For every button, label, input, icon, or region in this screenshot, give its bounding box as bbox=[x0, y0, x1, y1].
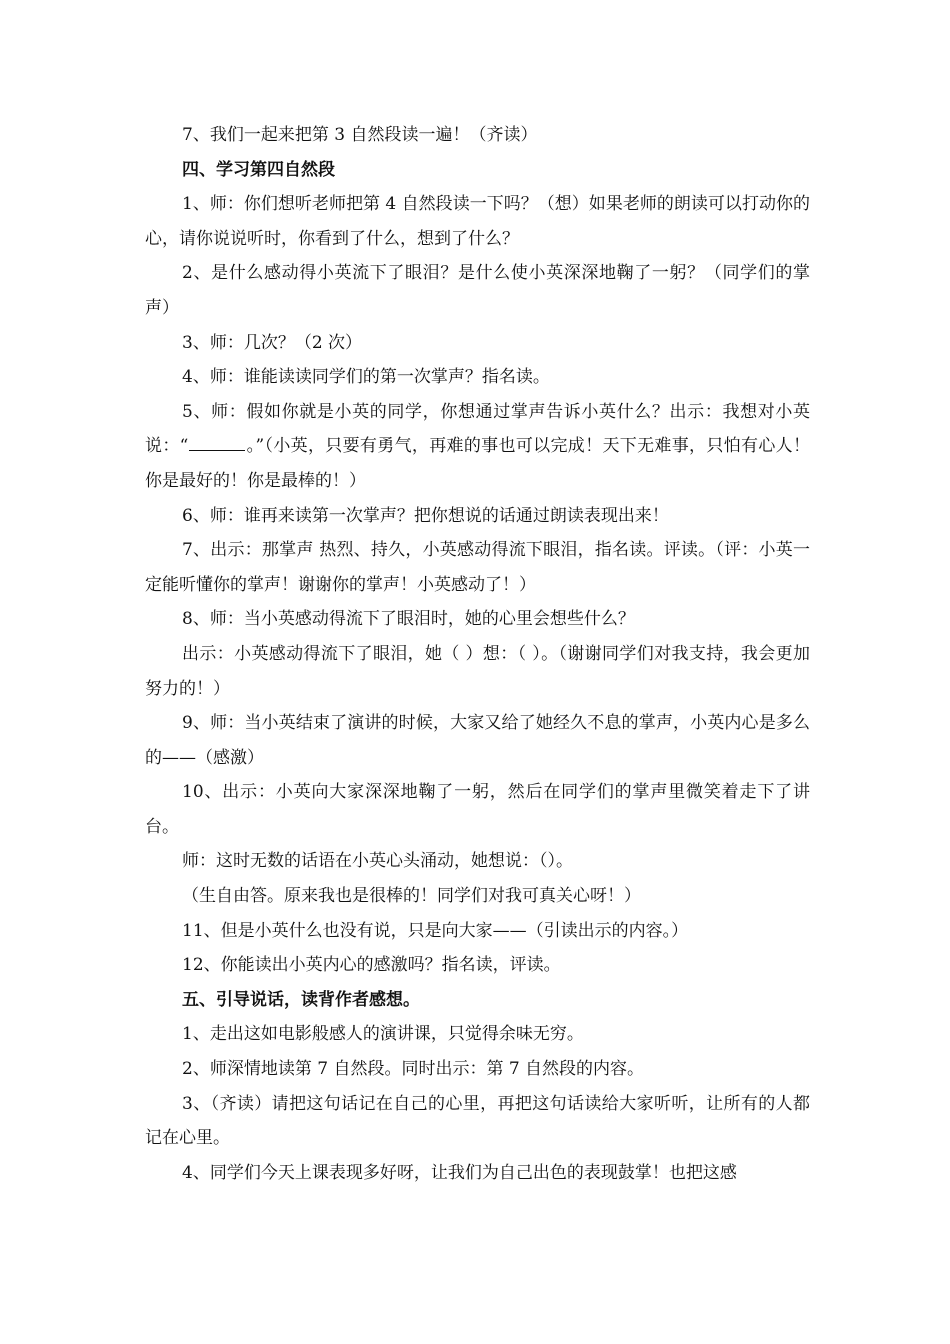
paragraph-step-7-read: 7、我们一起来把第 3 自然段读一遍！（齐读） bbox=[182, 125, 538, 145]
paragraph-tell-xiaoying bbox=[145, 395, 810, 499]
paragraph-applaud-self: 4、同学们今天上课表现多好呀，让我们为自己出色的表现鼓掌！也把这感 bbox=[182, 1162, 737, 1183]
section-heading-4: 四、学习第四自然段 bbox=[182, 159, 335, 180]
document-page bbox=[145, 118, 810, 1190]
paragraph-countless-words: 师：这时无数的话语在小英心头涌动，她想说：（）。 bbox=[182, 851, 573, 872]
paragraph-movie-like: 1、走出这如电影般感人的演讲课，只觉得余味无穷。 bbox=[182, 1024, 584, 1045]
paragraph-what-moved: 2、是什么感动得小英流下了眼泪？是什么使小英深深地鞠了一躬？（同学们的掌声） bbox=[145, 263, 810, 318]
paragraph-said-nothing: 11、但是小英什么也没有说，只是向大家——（引读出示的内容。） bbox=[182, 920, 689, 941]
paragraph-gratitude: 12、你能读出小英内心的感激吗？指名读，评读。 bbox=[182, 955, 561, 976]
paragraph-first-applause: 4、师：谁能读读同学们的第一次掌声？指名读。 bbox=[182, 367, 550, 388]
fill-in-blank bbox=[189, 434, 245, 451]
paragraph-bow: 10、出示：小英向大家深深地鞠了一躬，然后在同学们的掌声里微笑着走下了讲台。 bbox=[145, 782, 810, 837]
tell-xiaoying-text-before: 5、师：假如你就是小英的同学，你想通过掌声告诉小英什么？出示：我想对小英说：“ bbox=[145, 401, 810, 457]
section-heading-5: 五、引导说话，读背作者感想。 bbox=[182, 989, 420, 1010]
paragraph-how-many: 3、师：几次？（2 次） bbox=[182, 332, 363, 353]
paragraph-teacher-reads: 1、师：你们想听老师把第 4 自然段读一下吗？（想）如果老师的朗读可以打动你的心，请你说说听时，你看到了什么，想到了什么？ bbox=[145, 194, 810, 249]
paragraph-what-thinking: 8、师：当小英感动得流下了眼泪时，她的心里会想些什么？ bbox=[182, 609, 635, 630]
paragraph-warm-applause: 7、出示：那掌声 热烈、持久，小英感动得流下眼泪，指名读。评读。（评：小英一定能听懂你的掌声！谢谢你的掌声！小英感动了！） bbox=[145, 540, 810, 595]
paragraph-remember: 3、（齐读）请把这句话记在自己的心里，再把这句话读给大家听听，让所有的人都记在心里。 bbox=[145, 1093, 810, 1149]
paragraph-speech-ended: 9、师：当小英结束了演讲的时候，大家又给了她经久不息的掌声，小英内心是多么的——（感激） bbox=[145, 713, 810, 768]
tell-xiaoying-text-after: 。”（小英，只要有勇气，再难的事也可以完成！天下无难事，只怕有心人！你是最好的！你是最棒的！） bbox=[145, 436, 810, 491]
paragraph-read-seventh: 2、师深情地读第 7 自然段。同时出示：第 7 自然段的内容。 bbox=[182, 1059, 645, 1080]
paragraph-free-answer: （生自由答。原来我也是很棒的！同学们对我可真关心呀！） bbox=[182, 886, 641, 907]
paragraph-read-again: 6、师：谁再来读第一次掌声？把你想说的话通过朗读表现出来！ bbox=[182, 505, 669, 526]
paragraph-show-tears: 出示：小英感动得流下了眼泪，她（ ）想：（ ）。（谢谢同学们对我支持，我会更加努力的！） bbox=[145, 643, 810, 699]
